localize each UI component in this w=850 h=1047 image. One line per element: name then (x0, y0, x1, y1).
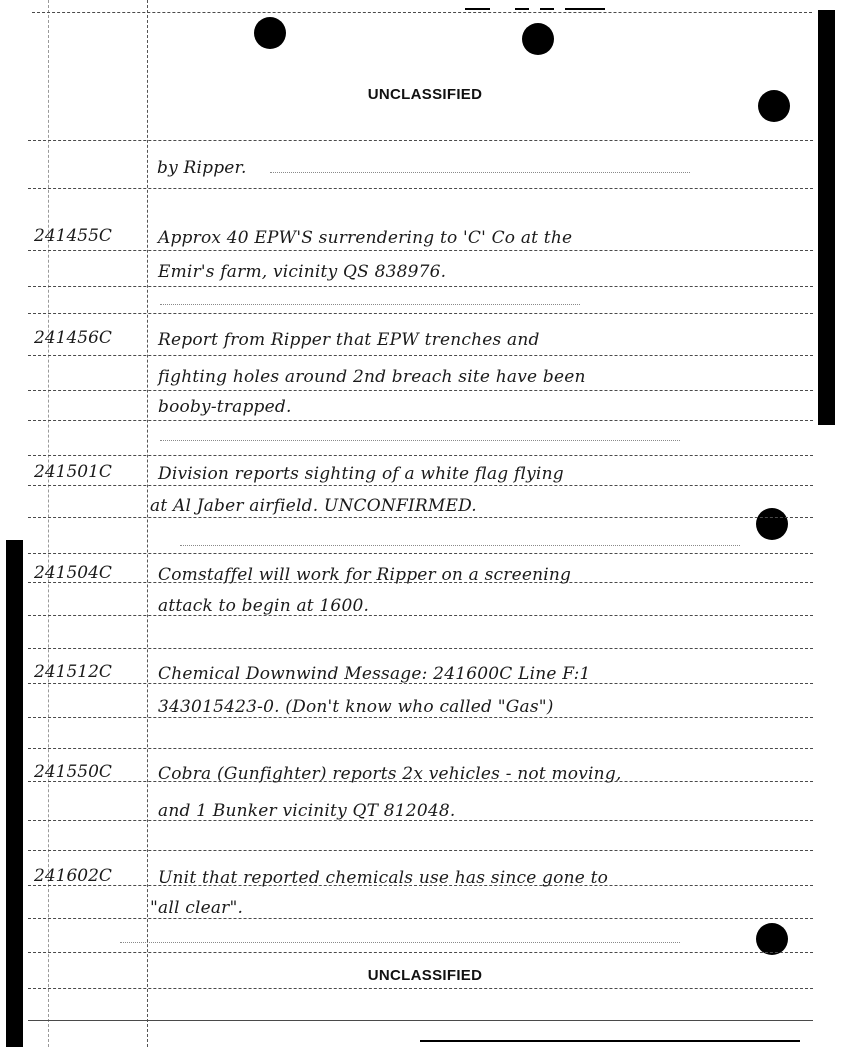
entry-text: booby-trapped. (158, 397, 292, 417)
entry-dtg: 241501C (34, 462, 112, 482)
ruled-line (28, 850, 813, 851)
top-edge-mark (565, 8, 605, 10)
smudge (270, 172, 690, 173)
ruled-line (28, 717, 813, 718)
entry-dtg: 241504C (34, 563, 112, 583)
classification-top: UNCLASSIFIED (367, 86, 483, 103)
punch-hole (756, 508, 788, 540)
entry-dtg: 241456C (34, 328, 112, 348)
continuation-text: by Ripper. (157, 158, 247, 178)
ruled-line (28, 420, 813, 421)
ruled-line (28, 918, 813, 919)
left-margin-tick (48, 0, 49, 1047)
ruled-line (28, 748, 813, 749)
bottom-edge-mark (420, 1040, 800, 1042)
entry-dtg: 241602C (34, 866, 112, 886)
smudge (160, 304, 580, 305)
ruled-line (28, 517, 813, 518)
ruled-line (28, 313, 813, 314)
punch-hole (756, 923, 788, 955)
entry-text: Emir's farm, vicinity QS 838976. (158, 262, 447, 282)
entry-dtg: 241455C (34, 226, 112, 246)
entry-text: Report from Ripper that EPW trenches and (158, 330, 540, 350)
entry-text: 343015423-0. (Don't know who called "Gas") (158, 697, 554, 717)
punch-hole (522, 23, 554, 55)
entry-text: Cobra (Gunfighter) reports 2x vehicles - not moving, (158, 764, 622, 784)
entry-dtg: 241550C (34, 762, 112, 782)
punch-hole (254, 17, 286, 49)
margin-line (147, 0, 148, 1047)
smudge (160, 440, 680, 441)
ruled-line (28, 1020, 813, 1021)
ruled-line (28, 485, 813, 486)
ruled-line (28, 455, 813, 456)
entry-dtg: 241512C (34, 662, 112, 682)
entry-text: "all clear". (150, 898, 244, 918)
ruled-line (28, 250, 813, 251)
top-edge-mark (515, 8, 529, 10)
smudge (120, 942, 680, 943)
ruled-line (28, 188, 813, 189)
ruled-line (32, 12, 812, 13)
ruled-line (28, 355, 813, 356)
ruled-line (28, 553, 813, 554)
entry-text: fighting holes around 2nd breach site have been (158, 367, 586, 387)
ruled-line (28, 390, 813, 391)
entry-text: Division reports sighting of a white flag flying (158, 464, 564, 484)
ruled-line (28, 140, 813, 141)
ruled-line (28, 648, 813, 649)
entry-text: attack to begin at 1600. (158, 596, 370, 616)
top-edge-mark (540, 8, 554, 10)
ruled-line (28, 988, 813, 989)
smudge (180, 545, 740, 546)
entry-text: Chemical Downwind Message: 241600C Line F:1 (158, 664, 591, 684)
entry-text: Comstaffel will work for Ripper on a screening (158, 565, 572, 585)
ruled-line (28, 615, 813, 616)
entry-text: at Al Jaber airfield. UNCONFIRMED. (150, 496, 477, 516)
ruled-line (28, 286, 813, 287)
entry-text: and 1 Bunker vicinity QT 812048. (158, 801, 456, 821)
classification-bottom: UNCLASSIFIED (367, 967, 483, 984)
entry-text: Approx 40 EPW'S surrendering to 'C' Co at the (158, 228, 573, 248)
entry-text: Unit that reported chemicals use has since gone to (158, 868, 609, 888)
scan-bar-right (818, 10, 835, 425)
ruled-line (28, 952, 813, 953)
top-edge-mark (465, 8, 490, 10)
